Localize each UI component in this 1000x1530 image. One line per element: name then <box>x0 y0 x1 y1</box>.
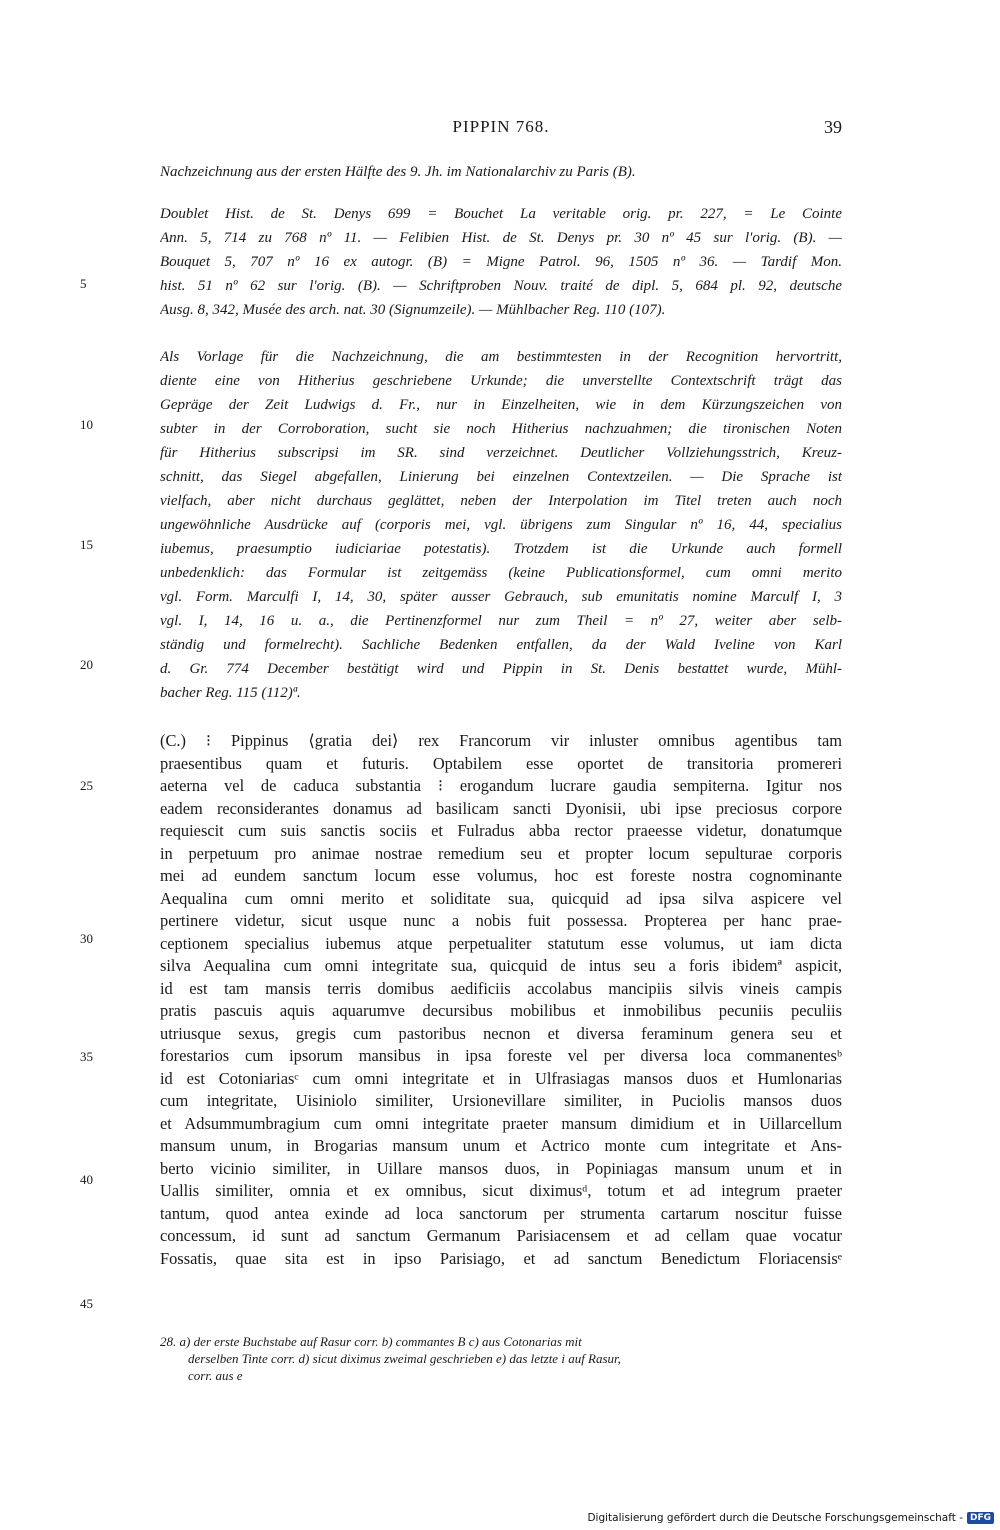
commentary <box>160 345 842 705</box>
source-note-line: Nachzeichnung aus der ersten Hälfte des 9. Jh. im Nationalarchiv zu Paris (B). <box>160 164 636 180</box>
charter-line: requiescit cum suis sanctis sociis et Fulradus abba rector praeesse videtur, donatumque <box>160 821 842 840</box>
commentary-line: d. Gr. 774 December bestätigt wird und Pippin in St. Denis bestattet wurde, Mühl- <box>160 661 842 677</box>
charter-line: tantum, quod antea exinde ad loca sanctorum per strumenta cartarum noscitur fuisse <box>160 1203 842 1223</box>
commentary-line: für Hitherius subscripsi im SR. sind verzeichnet. Deutlicher Vollziehungsstrich, Kreuz- <box>160 445 842 461</box>
charter-line: berto vicinio similiter, in Uillare mansos duos, in Popiniagas mansum unum et in <box>160 1158 842 1178</box>
editions-line: Ausg. 8, 342, Musée des arch. nat. 30 (Signumzeile). — Mühlbacher Reg. 110 (107). <box>160 302 666 318</box>
line-number: 45 <box>80 1296 93 1311</box>
charter-line: concessum, id sunt ad sanctum Germanum Parisiacensem et ad cellam quae vocatur <box>160 1226 842 1245</box>
charter-line: cum integritate, Uisiniolo similiter, Ursionevillare similiter, in Puciolis mansos duos <box>160 1091 842 1110</box>
page-number: 39 <box>824 117 842 137</box>
dfg-logo: DFG <box>967 1512 994 1524</box>
commentary-line: vgl. I, 14, 16 u. a., die Pertinenzformel nur zum Theil = nº 27, weiter aber selb- <box>160 613 842 629</box>
charter-line: (C.) ⁝ Pippinus ⟨gratia dei⟩ rex Francorum vir inluster omnibus agentibus tam <box>160 731 842 750</box>
charter-line: mansum unum, in Brogarias mansum unum et Actrico monte cum integritate et Ans- <box>160 1136 842 1155</box>
charter-line: Fossatis, quae sita est in ipso Parisiago, et ad sanctum Benedictum Floriacensisᵉ <box>160 1248 842 1268</box>
footnote-line: 28. a) der erste Buchstabe auf Rasur corr. b) commantes B c) aus Cotonarias mit <box>160 1334 582 1349</box>
page-header <box>160 117 842 139</box>
charter-line: aeterna vel de caduca substantia ⁝ erogandum lucrare gaudia sempiterna. Igitur nos <box>160 776 842 795</box>
line-number: 15 <box>80 537 93 552</box>
line-number: 10 <box>80 417 93 432</box>
footnote-line: derselben Tinte corr. d) sicut diximus zweimal geschrieben e) das letzte i auf Rasur, <box>188 1351 621 1366</box>
commentary-line: Gepräge der Zeit Ludwigs d. Fr., nur in Einzelheiten, wie in dem Kürzungszeichen von <box>160 397 842 413</box>
dfg-credit-text: Digitalisierung gefördert durch die Deutsche Forschungsgemeinschaft - <box>587 1512 963 1524</box>
dfg-credit <box>587 1512 994 1524</box>
footnote-line: corr. aus e <box>188 1368 243 1383</box>
commentary-line: iubemus, praesumptio iudiciariae potestatis). Trotzdem ist die Urkunde auch formell <box>160 541 842 557</box>
line-number: 30 <box>80 931 93 946</box>
charter-line: praesentibus quam et futuris. Optabilem esse oportet de transitoria promereri <box>160 753 842 773</box>
commentary-line: Als Vorlage für die Nachzeichnung, die am bestimmtesten in der Recognition hervortritt, <box>160 349 842 365</box>
charter-line: pertinere videtur, sicut usque nunc a nobis fuit possessa. Propterea per hanc prae- <box>160 911 842 930</box>
commentary-line: bacher Reg. 115 (112)ª. <box>160 685 301 701</box>
editions-line: Bouquet 5, 707 nº 16 ex autogr. (B) = Migne Patrol. 96, 1505 nº 36. — Tardif Mon. <box>160 254 842 270</box>
commentary-line: vielfach, aber nicht durchaus geglättet, neben der Interpolation im Titel treten auch noch <box>160 493 842 509</box>
commentary-line: ungewöhnliche Ausdrücke auf (corporis mei, vgl. übrigens zum Singular nº 16, 44, specialius <box>160 517 842 533</box>
charter-line: forestarios cum ipsorum mansibus in ipsa foreste vel per diversa loca commanentesᵇ <box>160 1046 842 1065</box>
charter-line: ceptionem specialius iubemus atque perpetualiter statutum esse volumus, ut iam dicta <box>160 933 842 953</box>
line-number: 35 <box>80 1049 93 1064</box>
charter-line: id est Cotoniariasᶜ cum omni integritate et in Ulfrasiagas mansos duos et Humlonarias <box>160 1068 842 1088</box>
commentary-line: ständig und formelrecht). Sachliche Bedenken entfallen, da der Wald Iveline von Karl <box>160 637 842 653</box>
line-number: 40 <box>80 1172 93 1187</box>
line-number: 25 <box>80 778 93 793</box>
line-number: 20 <box>80 657 93 672</box>
editions-line: hist. 51 nº 62 sur l'orig. (B). — Schriftproben Nouv. traité de dipl. 5, 684 pl. 92, deutsche <box>160 278 842 294</box>
source-note <box>160 160 842 184</box>
charter-line: utriusque sexus, gregis cum pastoribus necnon et diversa feraminum genera seu et <box>160 1023 842 1043</box>
charter-line: mei ad eundem sanctum locum esse volumus, hoc est foreste nostra cognominante <box>160 866 842 885</box>
editions-line: Ann. 5, 714 zu 768 nº 11. — Felibien Hist. de St. Denys pr. 30 nº 45 sur l'orig. (B). — <box>160 230 842 246</box>
charter-line: id est tam mansis terris domibus aedificiis accolabus mancipiis silvis vineis campis <box>160 978 842 998</box>
running-head: PIPPIN 768. <box>452 117 550 136</box>
commentary-line: diente eine von Hitherius geschriebene Urkunde; die unverstellte Contextschrift trägt das <box>160 373 842 389</box>
charter-line: in perpetuum pro animae nostrae remedium seu et propter locum sepulturae corporis <box>160 843 842 863</box>
charter-text <box>160 730 842 1270</box>
charter-line: Aequalina cum omni merito et soliditate sua, quicquid ad ipsa silva aspicere vel <box>160 888 842 908</box>
editions-line: Doublet Hist. de St. Denys 699 = Bouchet La veritable orig. pr. 227, = Le Cointe <box>160 206 842 222</box>
editions-list <box>160 202 842 322</box>
charter-line: silva Aequalina cum omni integritate sua, quicquid de intus seu a foris ibidemª aspicit, <box>160 956 842 975</box>
commentary-line: unbedenklich: das Formular ist zeitgemäss (keine Publicationsformel, cum omni merito <box>160 565 842 581</box>
footnotes <box>160 1333 842 1384</box>
charter-line: et Adsummumbragium cum omni integritate praeter mansum dimidium et in Uillarcellum <box>160 1113 842 1133</box>
commentary-line: subter in der Corroboration, sucht sie noch Hitherius nachzuahmen; die tironischen Noten <box>160 421 842 437</box>
charter-line: Uallis similiter, omnia et ex omnibus, sicut diximusᵈ, totum et ad integrum praeter <box>160 1181 842 1200</box>
line-number: 5 <box>80 276 87 291</box>
charter-line: eadem reconsiderantes donamus ad basilicam sancti Dyonisii, ubi ipse preciosus corpore <box>160 798 842 818</box>
commentary-line: schnitt, das Siegel abgefallen, Linierung bei einzelnen Contextzeilen. — Die Sprache ist <box>160 469 842 485</box>
commentary-line: vgl. Form. Marculfi I, 14, 30, später ausser Gebrauch, sub emunitatis nomine Marculf I, 3 <box>160 589 842 605</box>
charter-line: pratis pascuis aquis aquarumve decursibus mobilibus et inmobilibus pecuniis peculiis <box>160 1001 842 1020</box>
